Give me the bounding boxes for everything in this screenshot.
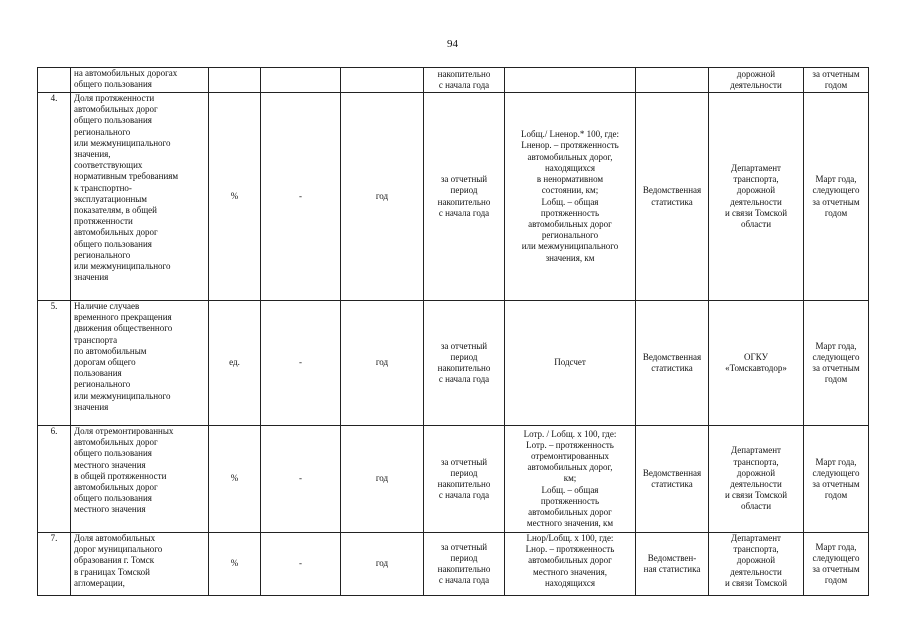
indicator-name: Доля отремонтированных автомобильных дорог общего пользования местного значения в общей протяженности автомобильных дорог общего пользования местного значения [71, 426, 209, 533]
time-characteristic: накопительно с начала года [424, 68, 505, 93]
calculation-method: Lобщ./ Lненор.* 100, где: Lненор. – протяженность автомобильных дорог, находящихся в ненормативном состоянии, км; Lобщ. – общая протяженность автомобильных дорог регионального или межмуниципального значения, км [505, 93, 636, 301]
responsible-body: дорожной деятельности [709, 68, 804, 93]
unit: % [209, 426, 261, 533]
periodicity: год [341, 533, 424, 596]
table-row [38, 68, 869, 93]
indicator-name: Доля протяженности автомобильных дорог общего пользования регионального или межмуниципального значения, соответствующих нормативным требованиям к транспортно- эксплуатационным показателям, в общей протяженности автомобильных дорог общего пользования регионального или межмуниципального значения [71, 93, 209, 301]
time-characteristic: за отчетный период накопительно с начала года [424, 301, 505, 426]
row-number: 5. [38, 301, 71, 426]
data-source: Ведомствен- ная статистика [636, 533, 709, 596]
calculation-method: Lнор/Lобщ. х 100, где: Lнор. – протяженность автомобильных дорог местного значения, находящихся [505, 533, 636, 596]
responsible-body: Департамент транспорта, дорожной деятельности и связи Томской области [709, 426, 804, 533]
periodicity: год [341, 93, 424, 301]
time-characteristic: за отчетный период накопительно с начала года [424, 93, 505, 301]
calculation-method: Подсчет [505, 301, 636, 426]
deadline: Март года, следующего за отчетным годом [804, 301, 869, 426]
periodicity: год [341, 301, 424, 426]
time-characteristic: за отчетный период накопительно с начала года [424, 426, 505, 533]
table-row [38, 93, 869, 301]
dynamics: - [261, 93, 341, 301]
calculation-method: Lотр. / Lобщ. х 100, где: Lотр. – протяженность отремонтированных автомобильных дорог, км; Lобщ. – общая протяженность автомобильных дорог местного значения, км [505, 426, 636, 533]
periodicity [341, 68, 424, 93]
dynamics: - [261, 426, 341, 533]
data-source [636, 68, 709, 93]
unit: % [209, 533, 261, 596]
unit [209, 68, 261, 93]
page-number: 94 [447, 38, 458, 50]
data-source: Ведомственная статистика [636, 426, 709, 533]
deadline: за отчетным годом [804, 68, 869, 93]
row-number: 7. [38, 533, 71, 596]
table-row [38, 301, 869, 426]
dynamics [261, 68, 341, 93]
dynamics: - [261, 301, 341, 426]
responsible-body: ОГКУ «Томскавтодор» [709, 301, 804, 426]
responsible-body: Департамент транспорта, дорожной деятельности и связи Томской области [709, 93, 804, 301]
row-number [38, 68, 71, 93]
time-characteristic: за отчетный период накопительно с начала года [424, 533, 505, 596]
indicator-name: на автомобильных дорогах общего пользования [71, 68, 209, 93]
table-row [38, 426, 869, 533]
indicator-name: Наличие случаев временного прекращения движения общественного транспорта по автомобильным дорогам общего пользования регионального или межмуниципального значения [71, 301, 209, 426]
indicator-name: Доля автомобильных дорог муниципального образования г. Томск в границах Томской агломерации, [71, 533, 209, 596]
periodicity: год [341, 426, 424, 533]
dynamics: - [261, 533, 341, 596]
row-number: 4. [38, 93, 71, 301]
responsible-body: Департамент транспорта, дорожной деятельности и связи Томской [709, 533, 804, 596]
unit: % [209, 93, 261, 301]
indicators-table [37, 67, 869, 596]
row-number: 6. [38, 426, 71, 533]
data-source: Ведомственная статистика [636, 301, 709, 426]
data-source: Ведомственная статистика [636, 93, 709, 301]
unit: ед. [209, 301, 261, 426]
deadline: Март года, следующего за отчетным годом [804, 533, 869, 596]
calculation-method [505, 68, 636, 93]
deadline: Март года, следующего за отчетным годом [804, 93, 869, 301]
deadline: Март года, следующего за отчетным годом [804, 426, 869, 533]
table-row [38, 533, 869, 596]
